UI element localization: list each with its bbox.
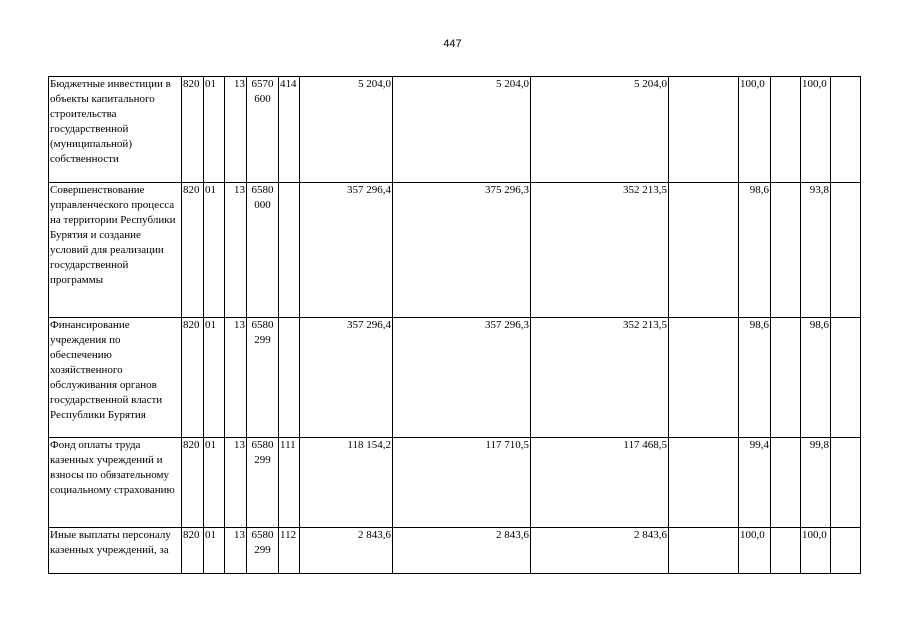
percent-approved: 99,4 — [739, 438, 771, 528]
percent-refined: 100,0 — [801, 528, 831, 574]
table-row — [49, 77, 861, 183]
ministry-code: 820 — [182, 438, 204, 528]
approved-amount: 2 843,6 — [300, 528, 393, 574]
expense-type-code: 112 — [279, 528, 300, 574]
subsection-code: 13 — [225, 528, 247, 574]
approved-amount: 357 296,4 — [300, 183, 393, 318]
approved-amount: 357 296,4 — [300, 318, 393, 438]
executed-amount: 2 843,6 — [531, 528, 669, 574]
percent-approved: 100,0 — [739, 77, 771, 183]
percent-refined: 100,0 — [801, 77, 831, 183]
row-name: Финансирование учреждения по обеспечению хозяйственного обслуживания органов государственной власти Республики Бурятия — [49, 318, 182, 438]
empty-cell — [669, 438, 739, 528]
empty-cell — [831, 77, 861, 183]
target-article-code: 6580 299 — [247, 318, 279, 438]
ministry-code: 820 — [182, 318, 204, 438]
ministry-code: 820 — [182, 183, 204, 318]
empty-cell — [771, 183, 801, 318]
empty-cell — [669, 528, 739, 574]
subsection-code: 13 — [225, 438, 247, 528]
expense-type-code: 111 — [279, 438, 300, 528]
subsection-code: 13 — [225, 318, 247, 438]
page-number: 447 — [443, 38, 462, 50]
subsection-code: 13 — [225, 183, 247, 318]
row-name: Фонд оплаты труда казенных учреждений и взносы по обязательному социальному страхованию — [49, 438, 182, 528]
row-name: Совершенствование управленческого процесса на территории Республики Бурятия и создание условий для реализации государственной программы — [49, 183, 182, 318]
table-row — [49, 438, 861, 528]
table-row — [49, 318, 861, 438]
approved-amount: 5 204,0 — [300, 77, 393, 183]
section-code: 01 — [204, 438, 225, 528]
percent-refined: 93,8 — [801, 183, 831, 318]
section-code: 01 — [204, 183, 225, 318]
section-code: 01 — [204, 528, 225, 574]
empty-cell — [669, 318, 739, 438]
percent-refined: 99,8 — [801, 438, 831, 528]
table-row — [49, 183, 861, 318]
refined-amount: 375 296,3 — [393, 183, 531, 318]
target-article-code: 6580 000 — [247, 183, 279, 318]
expense-type-code — [279, 183, 300, 318]
target-article-code: 6570 600 — [247, 77, 279, 183]
section-code: 01 — [204, 318, 225, 438]
row-name: Иные выплаты персоналу казенных учреждений, за — [49, 528, 182, 574]
percent-approved: 98,6 — [739, 318, 771, 438]
refined-amount: 357 296,3 — [393, 318, 531, 438]
approved-amount: 118 154,2 — [300, 438, 393, 528]
subsection-code: 13 — [225, 77, 247, 183]
empty-cell — [771, 318, 801, 438]
executed-amount: 5 204,0 — [531, 77, 669, 183]
empty-cell — [831, 318, 861, 438]
percent-refined: 98,6 — [801, 318, 831, 438]
target-article-code: 6580 299 — [247, 528, 279, 574]
empty-cell — [831, 183, 861, 318]
empty-cell — [669, 77, 739, 183]
empty-cell — [831, 528, 861, 574]
refined-amount: 5 204,0 — [393, 77, 531, 183]
expense-type-code: 414 — [279, 77, 300, 183]
empty-cell — [669, 183, 739, 318]
empty-cell — [771, 438, 801, 528]
row-name: Бюджетные инвестиции в объекты капитального строительства государственной (муниципальной) собственности — [49, 77, 182, 183]
empty-cell — [831, 438, 861, 528]
percent-approved: 98,6 — [739, 183, 771, 318]
executed-amount: 352 213,5 — [531, 183, 669, 318]
ministry-code: 820 — [182, 77, 204, 183]
section-code: 01 — [204, 77, 225, 183]
refined-amount: 117 710,5 — [393, 438, 531, 528]
table-row — [49, 528, 861, 574]
executed-amount: 117 468,5 — [531, 438, 669, 528]
budget-table — [48, 76, 861, 574]
percent-approved: 100,0 — [739, 528, 771, 574]
empty-cell — [771, 528, 801, 574]
expense-type-code — [279, 318, 300, 438]
refined-amount: 2 843,6 — [393, 528, 531, 574]
executed-amount: 352 213,5 — [531, 318, 669, 438]
target-article-code: 6580 299 — [247, 438, 279, 528]
empty-cell — [771, 77, 801, 183]
ministry-code: 820 — [182, 528, 204, 574]
